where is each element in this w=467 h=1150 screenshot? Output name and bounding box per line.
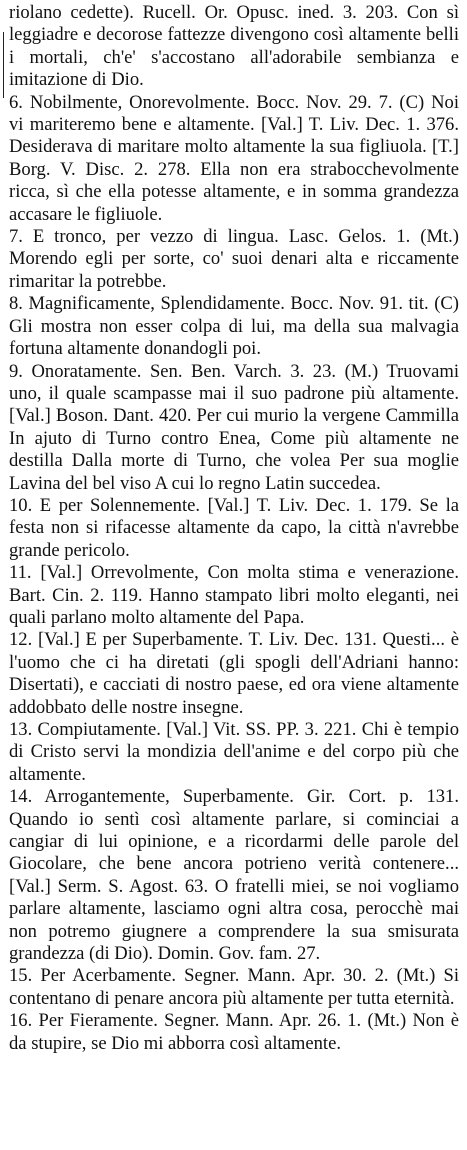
margin-rule (3, 32, 4, 98)
entry-14: 14. Arrogantemente, Superbamente. Gir. Cort. p. 131. Quando io sentì così altamente parlare, si cominciai a cangiar di lui opinione, e a ricordarmi delle parole del Giocolare, che bene ancora potrieno verità contenere... [Val.] Serm. S. Agost. 63. O fratelli miei, se noi vogliamo parlare altamente, lasciamo ogni altra cosa, perocchè mai non potremo giugnere a comprendere la sua smisurata grandezza (di Dio). Domin. Gov. fam. 27. (9, 786, 459, 965)
entry-11: 11. [Val.] Orrevolmente, Con molta stima e venerazione. Bart. Cin. 2. 119. Hanno stampato libri molto eleganti, nei quali parlano molto altamente del Papa. (9, 562, 459, 628)
entry-16: 16. Per Fieramente. Segner. Mann. Apr. 26. 1. (Mt.) Non è da stupire, se Dio mi abborra così altamente. (9, 1010, 459, 1054)
entry-continuation: riolano cedette). Rucell. Or. Opusc. ined. 3. 203. Con sì leggiadre e decorose fattezze divengono così altamente belli i mortali, ch'e' s'accostano all'adorabile sembianza e imitazione di Dio. (9, 2, 459, 91)
entry-8: 8. Magnificamente, Splendidamente. Bocc. Nov. 91. tit. (C) Gli mostra non esser colpa di lui, ma della sua malvagia fortuna altamente donandogli poi. (9, 293, 459, 360)
entry-6: 6. Nobilmente, Onorevolmente. Bocc. Nov. 29. 7. (C) Noi vi mariteremo bene e altamente. [Val.] T. Liv. Dec. 1. 376. Desiderava di maritare molto altamente la sua figliuola. [T.] Borg. V. Disc. 2. 278. Ella non era strabocchevolmente ricca, sì che ella potesse altamente, e in somma grandezza accasare le figliuole. (9, 91, 459, 225)
entry-7: 7. E tronco, per vezzo di lingua. Lasc. Gelos. 1. (Mt.) Morendo egli per sorte, co' suoi denari alta e riccamente rimaritar la potrebbe. (9, 226, 459, 292)
entry-12: 12. [Val.] E per Superbamente. T. Liv. Dec. 131. Questi... è l'uomo che ci ha diretati (gli spogli dell'Adriani hanno: Disertati), e cacciati di nostro paese, ed ora viene altamente addobbato delle nostre insegne. (9, 629, 459, 718)
entry-9: 9. Onoratamente. Sen. Ben. Varch. 3. 23. (M.) Truovami uno, il quale scampasse mai il suo padrone più altamente. [Val.] Boson. Dant. 420. Per cui murio la vergene Cammilla In ajuto di Turno contro Enea, Come più altamente ne destilla Dalla morte di Turno, che volea Per sua moglie Lavina del bel viso A cui lo regno Latin succedea. (9, 360, 459, 494)
entry-13: 13. Compiutamente. [Val.] Vit. SS. PP. 3. 221. Chi è tempio di Cristo servi la mondizia dell'anime e del corpo più che altamente. (9, 719, 459, 785)
entry-10: 10. E per Solennemente. [Val.] T. Liv. Dec. 1. 179. Se la festa non si rifacesse altamente da capo, la città n'avrebbe grande pericolo. (9, 494, 459, 561)
entry-15: 15. Per Acerbamente. Segner. Mann. Apr. 30. 2. (Mt.) Si contentano di penare ancora più altamente per tutta eternità. (9, 965, 459, 1009)
